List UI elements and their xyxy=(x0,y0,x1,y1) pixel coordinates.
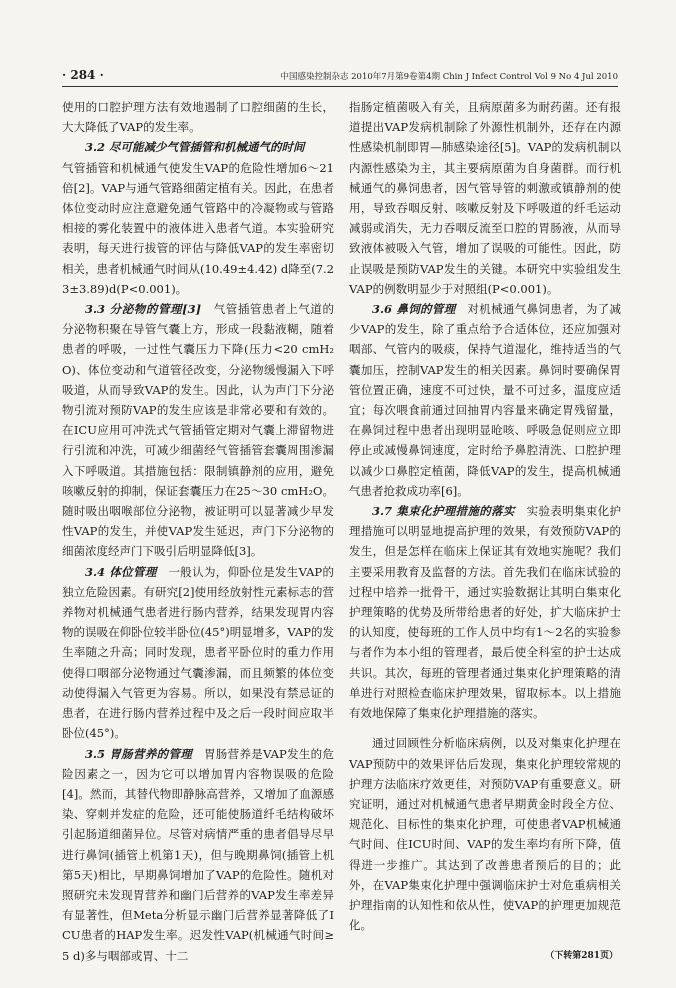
section-3-5-title: 3.5 胃肠营养的管理 xyxy=(85,746,193,761)
paragraph-continued: 使用的口腔护理方法有效地遏制了口腔细菌的生长，大大降低了VAP的发生率。 xyxy=(62,100,334,135)
section-3-3-title: 3.3 分泌物的管理[3] xyxy=(85,302,202,317)
section-3-3-body: 气管插管患者上气道的分泌物积聚在导管气囊上方，形成一段黏液糊，随着患者的呼吸，一过性气囊压力下降(压力<20 cmH₂O)、体位变动和气道管径改变，分泌物缓慢漏入下呼吸道，从而导致VAP的发生。因此，认为声门下分泌物引流对预防VAP的发生应该是非常必要和有效的。在ICU应用可冲洗式气管插管定期对气囊上滞留物进行引流和冲洗，可减少细菌经气管插管套囊周围渗漏入下呼吸道。其措施包括：限制镇静剂的应用，避免咳嗽反射的抑制，保证套囊压力在25～30 cmH₂O。随时吸出咽喉部位分泌物，被证明可以显著减少早发性VAP的发生，并使VAP发生延迟，声门下分泌物的细菌浓度经声门下吸引后明显降低[3]。 xyxy=(62,302,334,559)
page-number: · 284 · xyxy=(62,68,104,82)
section-3-7-title: 3.7 集束化护理措施的落实 xyxy=(372,504,515,519)
section-3-4-title: 3.4 体位管理 xyxy=(85,564,157,579)
paragraph-continued-right: 指肠定植菌吸入有关，且病原菌多为耐药菌。还有报道提出VAP发病机制除了外源性机制外，还存在内源性感染机制即胃—肺感染途径[5]。VAP的发病机制以内源性感染为主，其主要病原菌为自身菌群。而行机械通气的鼻饲患者，因气管导管的刺激或镇静剂的使用，导致吞咽反射、咳嗽反射及下呼吸道的纤毛运动减弱或消失，无力吞咽反流至口腔的胃肠液，从而导致液体被吸入气管，增加了误吸的可能性。因此，防止误吸是预防VAP发生的关键。本研究中实验组发生VAP的例数明显少于对照组(P<0.001)。 xyxy=(349,100,621,296)
section-3-2-body: 气管插管和机械通气使发生VAP的危险性增加6～21倍[2]。VAP与通气管路细菌定植有关。因此，在患者体位变动时应注意避免通气管路中的冷凝物或与管路相接的雾化装置中的液体进入患者气道。本实验研究表明，每天进行拔管的评估与降低VAP的发生率密切相关，患者机械通气时间从(10.49±4.42) d降至(7.23±3.89)d(P<0.001)。 xyxy=(62,160,334,296)
section-3-2-title: 3.2 尽可能减少气管插管和机械通气的时间 xyxy=(85,140,305,155)
continued-note: （下转第281页） xyxy=(545,951,618,961)
section-3-5-body: 胃肠营养是VAP发生的危险因素之一，因为它可以增加胃内容物误吸的危险[4]。然而，其替代物即静脉高营养，又增加了血源感染、穿刺并发症的危险，还可能使肠道纤毛结构破坏引起肠道细菌异位。尽管对病情严重的患者倡导尽早进行鼻饲(插管上机第1天)，但与晚期鼻饲(插管上机第5天)相比，早期鼻饲增加了VAP的危险性。随机对照研究未发现胃营养和幽门后营养的VAP发生率差异有显著性，但Meta分析显示幽门后营养显著降低了ICU患者的HAP发生率。迟发性VAP(机械通气时间≥5 d)多与咽部或胃、十二 xyxy=(62,746,334,963)
section-3-7 xyxy=(349,501,621,723)
section-3-4-body: 一般认为，仰卧位是发生VAP的独立危险因素。有研究[2]使用经放射性元素标志的营养物对机械通气患者进行肠内营养，结果发现胃内容物的误吸在仰卧位较半卧位(45°)明显增多，VAP的发生率随之升高；同时发现，患者平卧位时的重力作用使得口咽部分泌物通过气囊渗漏，而且频繁的体位变动使得漏入气管更为容易。所以，如果没有禁忌证的患者，在进行肠内营养过程中及之后一段时间应取半卧位(45°)。 xyxy=(62,564,334,741)
section-3-5 xyxy=(62,744,334,966)
journal-running-title: 中国感染控制杂志 2010年7月第9卷第4期 Chin J Infect Control Vol 9 No 4 Jul 2010 xyxy=(280,72,618,82)
page-header xyxy=(62,68,618,87)
section-3-6-title: 3.6 鼻饲的管理 xyxy=(372,302,456,317)
paragraph-gap xyxy=(349,723,621,733)
left-column xyxy=(62,97,334,966)
section-3-6-body: 对机械通气鼻饲患者，为了减少VAP的发生，除了重点给予合适体位，还应加强对咽部、气管内的吸痰，保持气道湿化，维持适当的气囊加压，控制VAP发生的相关因素。鼻饲时要确保胃管位置正确，速度不可过快，量不可过多，温度应适宜；每次喂食前通过回抽胃内容量来确定胃残留量，在鼻饲过程中患者出现明显呛咳、呼吸急促则应立即停止或减慢鼻饲速度，定时给予鼻腔清洗、口腔护理以减少口鼻腔定植菌，降低VAP的发生，提高机械通气患者抢救成功率[6]。 xyxy=(349,302,622,498)
section-3-2 xyxy=(62,137,334,157)
right-column xyxy=(349,97,621,935)
section-3-7-body: 实验表明集束化护理措施可以明显地提高护理的效果，有效预防VAP的发生，但是怎样在临床上保证其有效地实施呢？我们主要采用教育及监督的方法。首先我们在临床试验的过程中培养一批骨干，通过实验数据让其明白集束化护理策略的优势及所带给患者的好处，扩大临床护士的认知度，使每班的工作人员中均有1～2名的实验参与者作为本小组的管理者，最后使全科室的护士达成共识。其次，每班的管理者通过集束化护理策略的清单进行对照检查临床护理效果，留取标本。以上措施有效地保障了集束化护理措施的落实。 xyxy=(349,504,621,721)
section-3-6 xyxy=(349,299,621,501)
section-3-3 xyxy=(62,299,334,562)
section-3-4 xyxy=(62,562,334,744)
conclusion-paragraph: 通过回顾性分析临床病例，以及对集束化护理在VAP预防中的效果评估后发现，集束化护理较常规的护理方法临床疗效更佳，对预防VAP有重要意义。研究证明，通过对机械通气患者早期黄金时段全方位、规范化、目标性的集束化护理，可使患者VAP机械通气时间、住ICU时间、VAP的发生率均有所下降，值得进一步推广。其达到了改善患者预后的目的；此外，在VAP集束化护理中强调临床护士对危重病相关护理指南的认知性和依从性，使VAP的护理更加规范化。 xyxy=(349,736,621,933)
